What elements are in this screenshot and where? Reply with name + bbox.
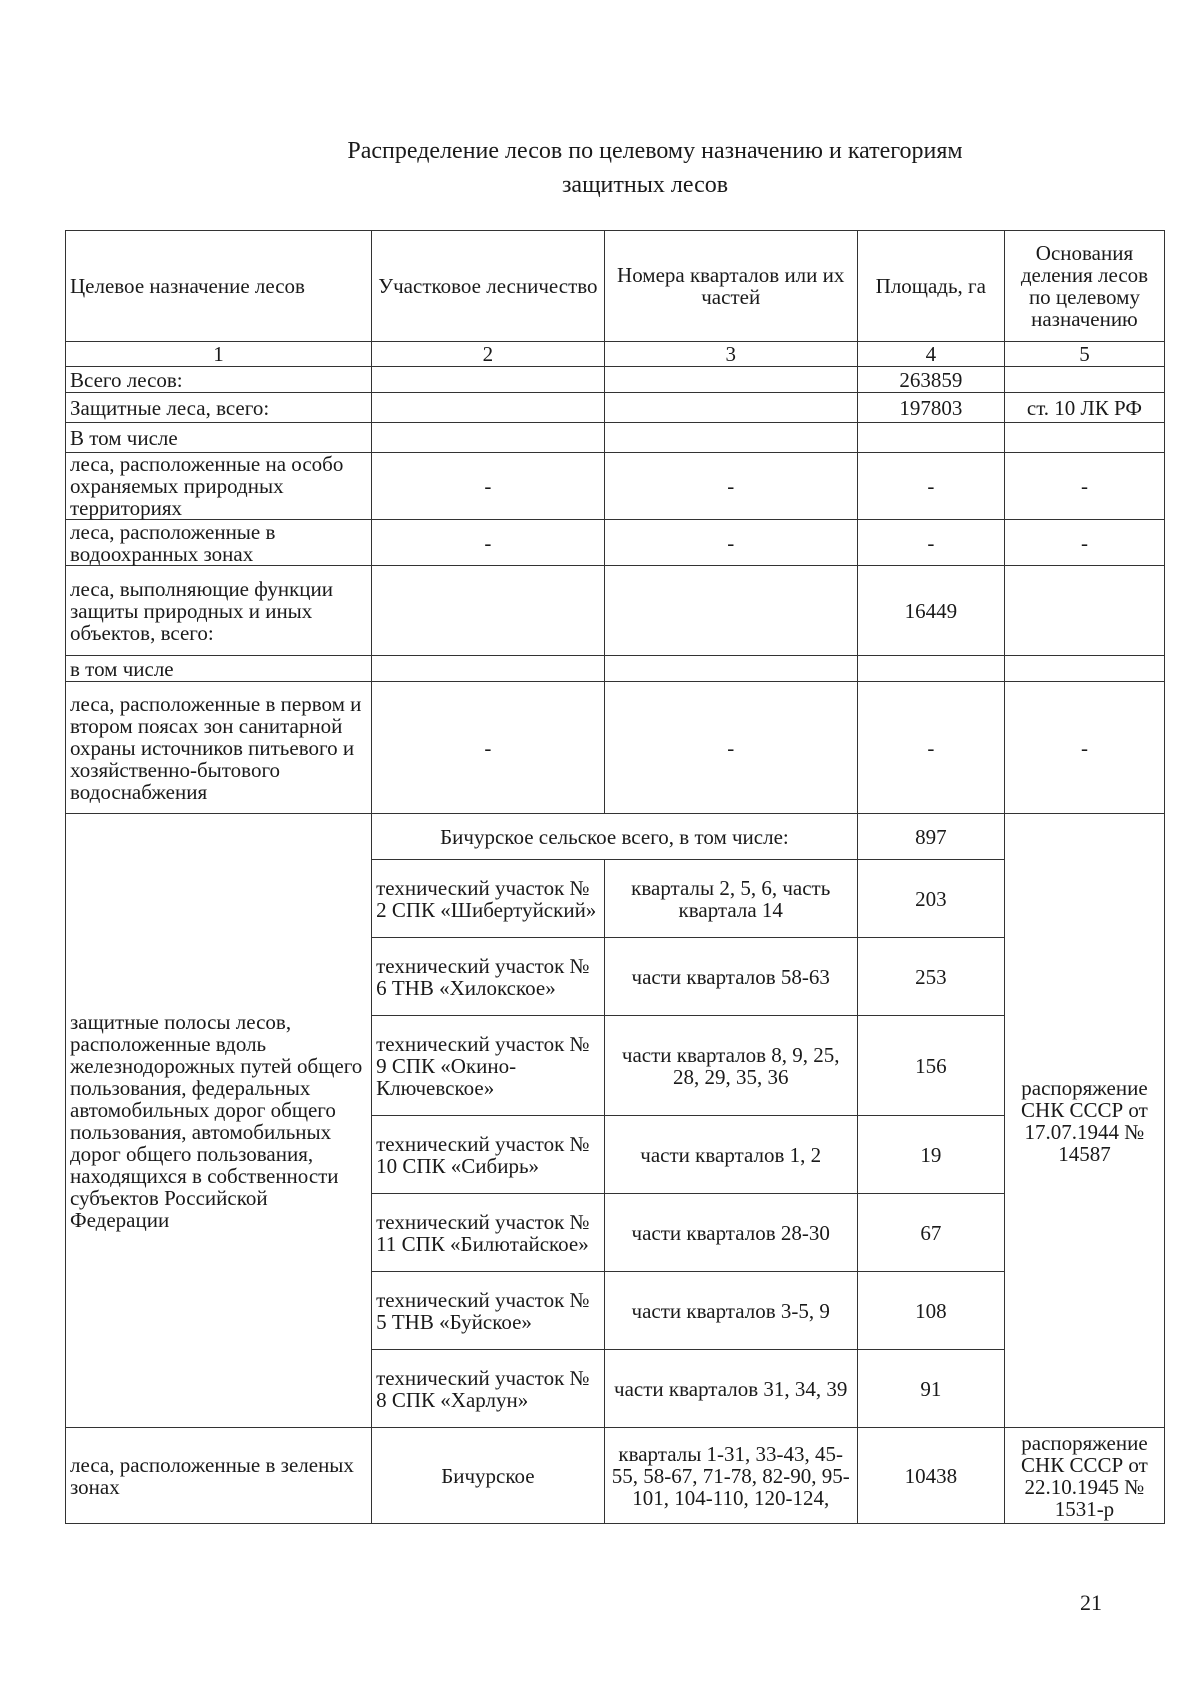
dash-value: - bbox=[372, 682, 605, 814]
quarters-value: части кварталов 8, 9, 25, 28, 29, 35, 36 bbox=[604, 1016, 857, 1116]
row-label: леса, расположенные в зеленых зонах bbox=[66, 1428, 372, 1524]
basis-value: распоряжение СНК СССР от 17.07.1944 № 14587 bbox=[1004, 814, 1164, 1428]
page-title: Распределение лесов по целевому назначению и категориям bbox=[347, 138, 963, 164]
header-quarters: Номера кварталов или их частей bbox=[604, 231, 857, 342]
dash-value: - bbox=[372, 520, 605, 566]
page-number: 21 bbox=[1080, 1590, 1102, 1615]
area-value: 897 bbox=[857, 814, 1004, 860]
quarters-value: кварталы 1-31, 33-43, 45-55, 58-67, 71-78, 82-90, 95-101, 104-110, 120-124, bbox=[604, 1428, 857, 1524]
area-value: 253 bbox=[857, 938, 1004, 1016]
header-area: Площадь, га bbox=[857, 231, 1004, 342]
quarters-value: части кварталов 3-5, 9 bbox=[604, 1272, 857, 1350]
subtotal-label: Бичурское сельское всего, в том числе: bbox=[372, 814, 858, 860]
site-name: технический участок № 11 СПК «Билютайское» bbox=[372, 1194, 605, 1272]
col-number: 2 bbox=[372, 342, 605, 367]
header-basis: Основания деления лесов по целевому назначению bbox=[1004, 231, 1164, 342]
site-name: технический участок № 6 ТНВ «Хилокское» bbox=[372, 938, 605, 1016]
quarters-value: части кварталов 1, 2 bbox=[604, 1116, 857, 1194]
area-value: 156 bbox=[857, 1016, 1004, 1116]
row-label: леса, расположенные в водоохранных зонах bbox=[66, 520, 372, 566]
dash-value: - bbox=[857, 520, 1004, 566]
site-name: технический участок № 5 ТНВ «Буйское» bbox=[372, 1272, 605, 1350]
table-row bbox=[66, 393, 1165, 423]
table-row bbox=[66, 423, 1165, 453]
row-label: леса, расположенные на особо охраняемых природных территориях bbox=[66, 453, 372, 520]
dash-value: - bbox=[1004, 453, 1164, 520]
dash-value: - bbox=[372, 453, 605, 520]
area-value: 108 bbox=[857, 1272, 1004, 1350]
quarters-value: части кварталов 28-30 bbox=[604, 1194, 857, 1272]
header-purpose: Целевое назначение лесов bbox=[66, 231, 372, 342]
area-value: 19 bbox=[857, 1116, 1004, 1194]
col-number: 1 bbox=[66, 342, 372, 367]
dash-value: - bbox=[604, 682, 857, 814]
basis-value: распоряжение СНК СССР от 22.10.1945 № 1531-р bbox=[1004, 1428, 1164, 1524]
area-value: 197803 bbox=[857, 393, 1004, 423]
table-row bbox=[66, 520, 1165, 566]
dash-value: - bbox=[1004, 520, 1164, 566]
header-row bbox=[66, 231, 1165, 342]
dash-value: - bbox=[857, 453, 1004, 520]
table-row bbox=[66, 682, 1165, 814]
page-title-line2: защитных лесов bbox=[561, 172, 729, 198]
header-district: Участковое лесничество bbox=[372, 231, 605, 342]
row-label: Всего лесов: bbox=[66, 367, 372, 393]
area-value: 263859 bbox=[857, 367, 1004, 393]
basis-value: ст. 10 ЛК РФ bbox=[1004, 393, 1164, 423]
area-value: 10438 bbox=[857, 1428, 1004, 1524]
table-row bbox=[66, 566, 1165, 656]
table-row bbox=[66, 367, 1165, 393]
area-value: 91 bbox=[857, 1350, 1004, 1428]
row-label: защитные полосы лесов, расположенные вдоль железнодорожных путей общего пользования, федеральных автомобильных дорог общего пользования, автомобильных дорог общего пользования, находящихся в собственности субъектов Российской Федерации bbox=[66, 814, 372, 1428]
dash-value: - bbox=[857, 682, 1004, 814]
dash-value: - bbox=[1004, 682, 1164, 814]
table-row bbox=[66, 656, 1165, 682]
table-row bbox=[66, 1428, 1165, 1524]
forest-distribution-table bbox=[65, 230, 1165, 1524]
table-row bbox=[66, 814, 1165, 860]
site-name: технический участок № 10 СПК «Сибирь» bbox=[372, 1116, 605, 1194]
col-number: 4 bbox=[857, 342, 1004, 367]
dash-value: - bbox=[604, 453, 857, 520]
site-name: технический участок № 8 СПК «Харлун» bbox=[372, 1350, 605, 1428]
col-number: 3 bbox=[604, 342, 857, 367]
quarters-value: части кварталов 31, 34, 39 bbox=[604, 1350, 857, 1428]
site-name: технический участок № 2 СПК «Шибертуйский» bbox=[372, 860, 605, 938]
row-label: леса, выполняющие функции защиты природных и иных объектов, всего: bbox=[66, 566, 372, 656]
col-number: 5 bbox=[1004, 342, 1164, 367]
site-name: технический участок № 9 СПК «Окино-Ключевское» bbox=[372, 1016, 605, 1116]
quarters-value: кварталы 2, 5, 6, часть квартала 14 bbox=[604, 860, 857, 938]
header-numbers-row bbox=[66, 342, 1165, 367]
row-label: леса, расположенные в первом и втором поясах зон санитарной охраны источников питьевого и хозяйственно-бытового водоснабжения bbox=[66, 682, 372, 814]
area-value: 16449 bbox=[857, 566, 1004, 656]
district-value: Бичурское bbox=[372, 1428, 605, 1524]
dash-value: - bbox=[604, 520, 857, 566]
area-value: 67 bbox=[857, 1194, 1004, 1272]
row-label: В том числе bbox=[66, 423, 372, 453]
area-value: 203 bbox=[857, 860, 1004, 938]
table-row bbox=[66, 453, 1165, 520]
row-label: в том числе bbox=[66, 656, 372, 682]
row-label: Защитные леса, всего: bbox=[66, 393, 372, 423]
quarters-value: части кварталов 58-63 bbox=[604, 938, 857, 1016]
